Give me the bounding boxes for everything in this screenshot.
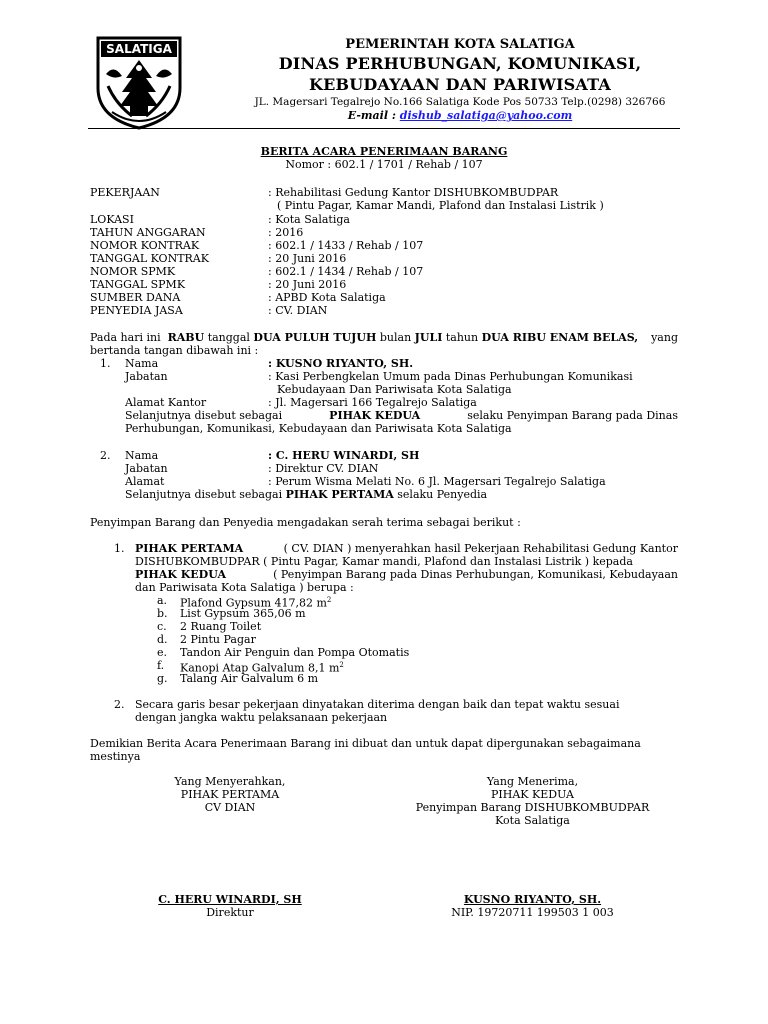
header-address: JL. Magersari Tegalrejo No.166 Salatiga Kode Pos 50733 Telp.(0298) 326766 [254, 96, 666, 108]
list-item: Plafond Gypsum 417,82 $m^2$ [180, 596, 332, 610]
info-label: PENYEDIA JASA [90, 304, 183, 317]
point2-line2: dengan jangka waktu pelaksanaan pekerjaan [135, 711, 388, 724]
header-line1: PEMERINTAH KOTA SALATIGA [345, 37, 575, 52]
city-logo [92, 34, 186, 130]
party1-position: : Kasi Perbengkelan Umum pada Dinas Perhubungan Komunikasi [268, 370, 633, 383]
header-email-line [200, 109, 720, 122]
sign-right-name: KUSNO RIYANTO, SH. [463, 893, 602, 906]
header-line3: KEBUDAYAAN DAN PARIWISATA [308, 75, 612, 94]
info-value: : Kota Salatiga [268, 213, 350, 226]
sign-right-nip: NIP. 19720711 199503 1 003 [451, 906, 614, 919]
info-value: : APBD Kota Salatiga [268, 291, 386, 304]
sign-left-name: C. HERU WINARDI, SH [158, 893, 302, 906]
party2-statement: Selanjutnya disebut sebagai PIHAK PERTAMA selaku Penyedia [125, 488, 488, 501]
document-title: BERITA ACARA PENERIMAAN BARANG [260, 145, 508, 158]
sign-left-line3: CV DIAN [204, 801, 256, 814]
list-item: Tandon Air Penguin dan Pompa Otomatis [180, 646, 410, 659]
info-value: : 602.1 / 1433 / Rehab / 107 [268, 239, 424, 252]
party2-position: : Direktur CV. DIAN [268, 462, 379, 475]
sign-right-line3: Penyimpan Barang DISHUBKOMBUDPAR [415, 801, 650, 814]
info-value: : Rehabilitasi Gedung Kantor DISHUBKOMBUDPAR [268, 186, 559, 199]
closing-line2: mestinya [90, 750, 141, 763]
list-item: List Gypsum 365,06 m [180, 607, 306, 620]
party1-name: : KUSNO RIYANTO, SH. [268, 357, 414, 370]
point2-number: 2. [114, 698, 125, 711]
info-label: TANGGAL SPMK [90, 278, 186, 291]
party2-name-label: Nama [125, 449, 159, 462]
item-letter: c. [157, 620, 167, 633]
info-value: : 20 Juni 2016 [268, 252, 347, 265]
item-letter: d. [157, 633, 168, 646]
party1-statement-cont: Perhubungan, Komunikasi, Kebudayaan dan Pariwisata Kota Salatiga [125, 422, 512, 435]
list-item: 2 Pintu Pagar [180, 633, 256, 646]
handover-intro: Penyimpan Barang dan Penyedia mengadakan serah terima sebagai berikut : [90, 516, 521, 529]
point1-line1: PIHAK PERTAMA ( CV. DIAN ) menyerahkan hasil Pekerjaan Rehabilitasi Gedung Kantor [135, 542, 678, 555]
sign-left-line2: PIHAK PERTAMA [180, 788, 280, 801]
party2-number: 2. [100, 449, 111, 462]
info-label: NOMOR KONTRAK [90, 239, 200, 252]
party1-statement: Selanjutnya disebut sebagai PIHAK KEDUA selaku Penyimpan Barang pada Dinas [125, 409, 678, 422]
sign-left-line1: Yang Menyerahkan, [174, 775, 286, 788]
sign-right-line2: PIHAK KEDUA [491, 788, 574, 801]
party2-address: : Perum Wisma Melati No. 6 Jl. Magersari Tegalrejo Salatiga [268, 475, 606, 488]
info-label: LOKASI [90, 213, 134, 226]
item-letter: b. [157, 607, 168, 620]
item-letter: f. [157, 659, 165, 672]
sign-right-line1: Yang Menerima, [486, 775, 579, 788]
list-item: Kanopi Atap Galvalum 8,1 $m^2$ [180, 661, 344, 675]
party1-name-label: Nama [125, 357, 159, 370]
party1-position-label: Jabatan [125, 370, 168, 383]
logo-text: SALATIGA [106, 42, 172, 56]
document-number: Nomor : 602.1 / 1701 / Rehab / 107 [285, 158, 483, 171]
info-label: TANGGAL KONTRAK [90, 252, 209, 265]
intro-line2: bertanda tangan dibawah ini : [90, 344, 259, 357]
info-value: : 2016 [268, 226, 304, 239]
party2-address-label: Alamat [125, 475, 165, 488]
intro-line1: Pada hari ini RABU tanggal DUA PULUH TUJUH bulan JULI tahun DUA RIBU ENAM BELAS, yang [90, 331, 678, 344]
info-label: PEKERJAAN [90, 186, 160, 199]
info-label: SUMBER DANA [90, 291, 181, 304]
item-letter: e. [157, 646, 168, 659]
point1-line4: dan Pariwisata Kota Salatiga ) berupa : [135, 581, 354, 594]
info-value: : 20 Juni 2016 [268, 278, 347, 291]
party2-name: : C. HERU WINARDI, SH [268, 449, 420, 462]
point2-line1: Secara garis besar pekerjaan dinyatakan diterima dengan baik dan tepat waktu sesuai [135, 698, 620, 711]
header-line2: DINAS PERHUBUNGAN, KOMUNIKASI, [278, 54, 642, 73]
party1-address: : Jl. Magersari 166 Tegalrejo Salatiga [268, 396, 477, 409]
list-item: 2 Ruang Toilet [180, 620, 262, 633]
sign-right-line4: Kota Salatiga [495, 814, 570, 827]
info-label: TAHUN ANGGARAN [90, 226, 206, 239]
header-divider [88, 128, 680, 129]
email-link[interactable]: dishub_salatiga@yahoo.com [399, 109, 573, 122]
item-letter: g. [157, 672, 168, 685]
party1-address-label: Alamat Kantor [125, 396, 207, 409]
party1-position-cont: Kebudayaan Dan Pariwisata Kota Salatiga [277, 383, 512, 396]
info-value: : CV. DIAN [268, 304, 328, 317]
closing-line1: Demikian Berita Acara Penerimaan Barang ini dibuat dan untuk dapat dipergunakan sebagaimana [90, 737, 641, 750]
sign-left-title: Direktur [206, 906, 254, 919]
info-label: NOMOR SPMK [90, 265, 176, 278]
email-label: E-mail : [347, 109, 396, 122]
party2-position-label: Jabatan [125, 462, 168, 475]
point1-number: 1. [114, 542, 125, 555]
point1-line3: PIHAK KEDUA ( Penyimpan Barang pada Dinas Perhubungan, Komunikasi, Kebudayaan [135, 568, 678, 581]
item-letter: a. [157, 594, 168, 607]
info-value-cont: ( Pintu Pagar, Kamar Mandi, Plafond dan Instalasi Listrik ) [277, 199, 604, 212]
list-item: Talang Air Galvalum 6 m [180, 672, 319, 685]
party1-number: 1. [100, 357, 111, 370]
info-value: : 602.1 / 1434 / Rehab / 107 [268, 265, 424, 278]
point1-line2: DISHUBKOMBUDPAR ( Pintu Pagar, Kamar mandi, Plafond dan Instalasi Listrik ) kepada [135, 555, 633, 568]
